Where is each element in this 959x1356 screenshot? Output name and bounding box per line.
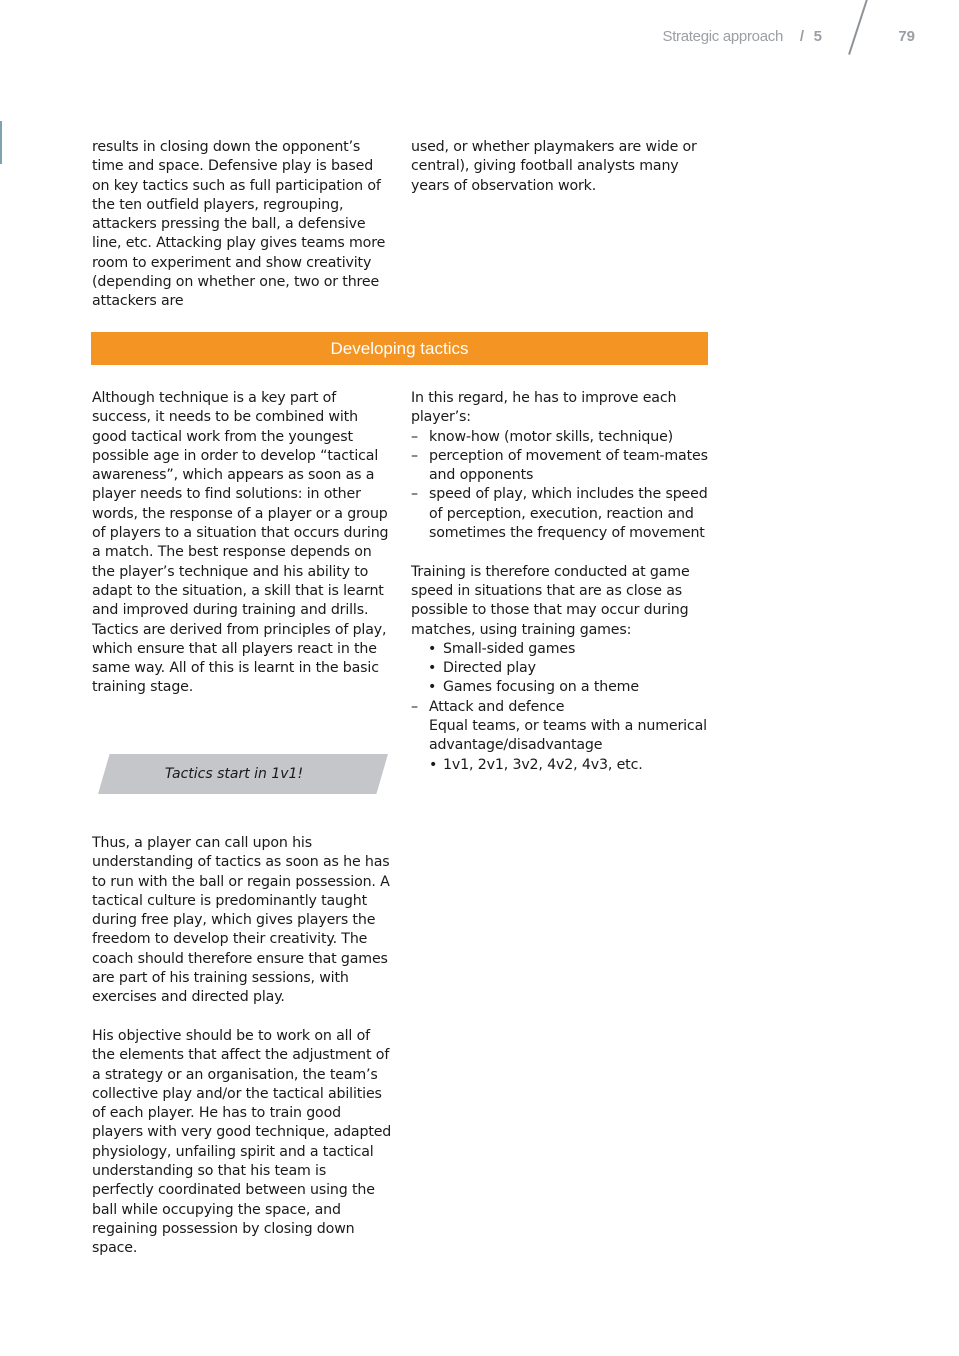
edge-marker bbox=[0, 121, 2, 164]
callout-box bbox=[98, 754, 388, 794]
intro-right-paragraph: used, or whether playmakers are wide or central), giving football analysts many years of observation work. bbox=[411, 139, 697, 194]
improve-list bbox=[411, 428, 716, 544]
bullet-marker: • bbox=[428, 640, 437, 657]
list-item-text: know-how (motor skills, technique) bbox=[429, 428, 674, 445]
list-item-text: 1v1, 2v1, 3v2, 4v2, 4v3, etc. bbox=[443, 756, 643, 773]
dash-marker: – bbox=[411, 698, 418, 715]
intro-left-paragraph: results in closing down the opponent’s time and space. Defensive play is based on key tactics such as full participation of the ten outfield players, regrouping, attackers pressing the ball, a defensive line, etc. Attacking play gives teams more room to experiment and show creativity (depending on whether one, two or three attackers are bbox=[92, 139, 386, 310]
section-left-column bbox=[92, 389, 392, 698]
list-item-text: Small-sided games bbox=[443, 640, 576, 657]
lower-left-column bbox=[92, 834, 392, 1259]
list-item bbox=[411, 428, 716, 447]
section-right-column bbox=[411, 389, 716, 775]
dash-marker: – bbox=[411, 428, 418, 445]
list-item-text: Directed play bbox=[443, 660, 536, 677]
paragraph: Training is therefore conducted at game speed in situations that are as close as possible to those that may occur during matches, using training games: bbox=[411, 563, 690, 638]
paragraph: In this regard, he has to improve each player’s: bbox=[411, 390, 677, 426]
intro-left-column bbox=[92, 138, 392, 312]
dash-marker: – bbox=[411, 486, 418, 503]
paragraph: Thus, a player can call upon his understanding of tactics as soon as he has to run with the ball or regain possession. A tactical culture is predominantly taught during free play, which gives players the freedom to develop their creativity. The coach should therefore ensure that games are part of his training sessions, with exercises and directed play. bbox=[92, 835, 390, 1006]
list-item bbox=[411, 698, 716, 717]
page-number: 79 bbox=[898, 28, 915, 45]
bullet-marker: • bbox=[428, 660, 437, 677]
list-item bbox=[411, 640, 716, 659]
intro-right-column bbox=[411, 138, 716, 196]
header-chapter-number: 5 bbox=[813, 28, 822, 45]
header-slash-divider bbox=[848, 0, 868, 55]
list-item-text: speed of play, which includes the speed of perception, execution, reaction and sometimes the frequency of movement bbox=[429, 486, 708, 542]
paragraph: Tactics are derived from principles of play, which ensure that all players react in the same way. All of this is learnt in the basic training stage. bbox=[92, 621, 387, 696]
list-item bbox=[411, 678, 716, 697]
bullet-marker: • bbox=[429, 756, 438, 773]
header-separator: / bbox=[799, 28, 804, 45]
list-item-text: Attack and defence bbox=[429, 698, 565, 715]
training-games-list bbox=[411, 640, 716, 698]
list-item bbox=[411, 447, 716, 486]
callout-text: Tactics start in 1v1! bbox=[164, 766, 304, 782]
list-item-text: Games focusing on a theme bbox=[443, 679, 639, 696]
list-item bbox=[411, 485, 716, 543]
section-heading-banner bbox=[91, 332, 708, 365]
section-heading: Developing tactics bbox=[330, 339, 469, 358]
bullet-marker: • bbox=[428, 679, 437, 696]
header-section-title: Strategic approach bbox=[662, 28, 783, 45]
dash-marker: – bbox=[411, 447, 418, 464]
list-item-text: perception of movement of team-mates and opponents bbox=[429, 447, 708, 484]
list-item bbox=[411, 756, 716, 775]
list-item bbox=[411, 659, 716, 678]
paragraph: Although technique is a key part of success, it needs to be combined with good tactical work from the youngest possible age in order to develop “tactical awareness”, which appears as soon as a player needs to find solutions: in other words, the response of a player or a group of players to a situation that occurs during a match. The best response depends on the player’s technique and his ability to adapt to the situation, a skill that is learnt and improved during training and drills. bbox=[92, 390, 389, 619]
paragraph: His objective should be to work on all of the elements that affect the adjustment of a strategy or an organisation, the team’s collective play and/or the tactical abilities of each player. He has to train good players with very good technique, adapted physiology, unfailing spirit and a tactical understanding so that his team is perfectly coordinated between using the ball while occupying the space, and regaining possession by closing down space. bbox=[92, 1027, 392, 1257]
attack-defence-description: Equal teams, or teams with a numerical advantage/disadvantage bbox=[429, 718, 707, 754]
